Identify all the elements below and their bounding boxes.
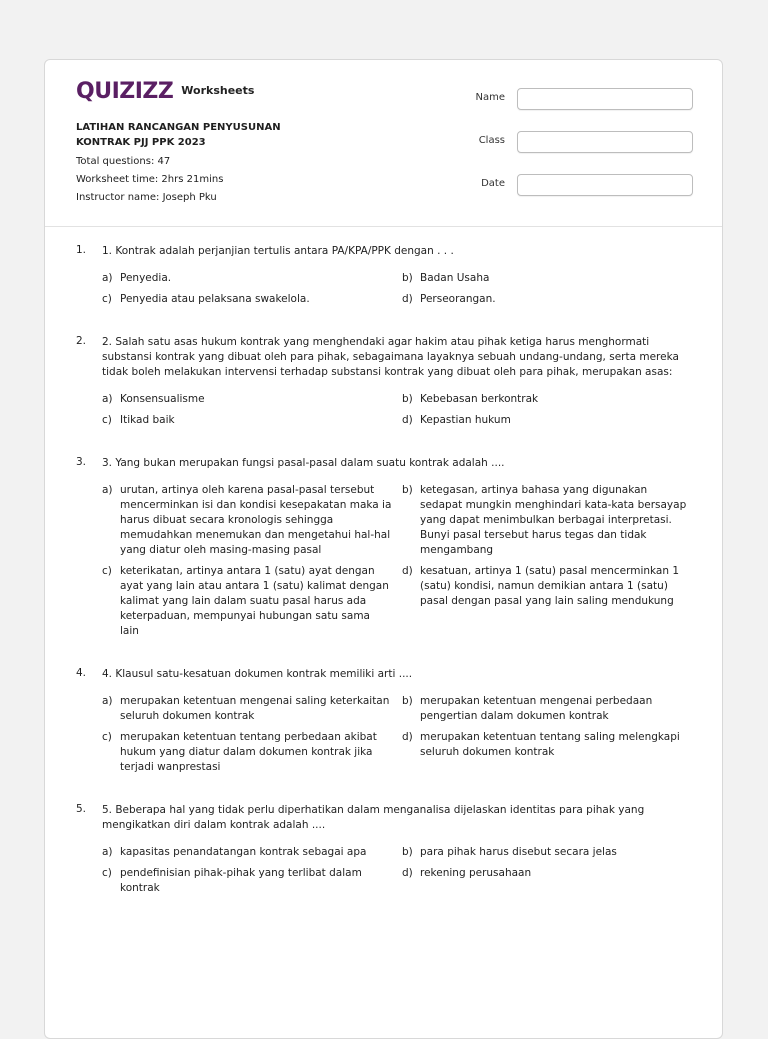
options bbox=[102, 694, 696, 775]
question-number: 4. bbox=[76, 667, 87, 679]
option-text: Perseorangan. bbox=[420, 293, 496, 305]
date-field-row bbox=[465, 174, 695, 196]
name-label: Name bbox=[475, 92, 505, 103]
option-letter: d) bbox=[402, 731, 413, 743]
option-c[interactable] bbox=[102, 292, 402, 307]
date-label: Date bbox=[481, 178, 505, 189]
option-letter: c) bbox=[102, 867, 112, 879]
logo-subtitle: Worksheets bbox=[181, 83, 255, 97]
quizizz-logo bbox=[76, 80, 254, 104]
total-questions: Total questions: 47 bbox=[76, 156, 171, 167]
name-input[interactable] bbox=[517, 88, 693, 110]
option-text: pendefinisian pihak-pihak yang terlibat dalam kontrak bbox=[120, 867, 362, 894]
option-text: merupakan ketentuan mengenai perbedaan pengertian dalam dokumen kontrak bbox=[420, 695, 653, 722]
question-text: 4. Klausul satu-kesatuan dokumen kontrak memiliki arti .... bbox=[102, 668, 413, 680]
question-number: 2. bbox=[76, 335, 87, 347]
option-letter: d) bbox=[402, 293, 413, 305]
option-text: kapasitas penandatangan kontrak sebagai apa bbox=[120, 846, 367, 858]
options bbox=[102, 271, 696, 307]
option-text: ketegasan, artinya bahasa yang digunakan sedapat mungkin menghindari kata-kata bersayap yang dapat menimbulkan berbagai interpretasi. Bunyi pasal tersebut harus tegas dan tidak mengambang bbox=[420, 484, 687, 556]
option-text: rekening perusahaan bbox=[420, 867, 532, 879]
option-c[interactable] bbox=[102, 413, 402, 428]
option-text: urutan, artinya oleh karena pasal-pasal tersebut mencerminkan isi dan kondisi kesepakatan maka ia harus dibuat secara kronologis sehingga memudahkan menemukan dan mengetahui hal-hal yang diatur oleh masing-masing pasal bbox=[120, 484, 392, 556]
option-d[interactable] bbox=[402, 564, 702, 639]
worksheet-meta bbox=[76, 120, 316, 207]
option-a[interactable] bbox=[102, 271, 402, 286]
option-d[interactable] bbox=[402, 730, 702, 775]
worksheet-time: Worksheet time: 2hrs 21mins bbox=[76, 174, 224, 185]
option-letter: d) bbox=[402, 414, 413, 426]
option-letter: b) bbox=[402, 484, 413, 496]
question-5 bbox=[76, 803, 696, 896]
option-a[interactable] bbox=[102, 483, 402, 558]
name-field-row bbox=[465, 88, 695, 110]
option-text: para pihak harus disebut secara jelas bbox=[420, 846, 617, 858]
option-c[interactable] bbox=[102, 730, 402, 775]
option-letter: a) bbox=[102, 846, 113, 858]
question-list bbox=[76, 244, 696, 896]
option-a[interactable] bbox=[102, 694, 402, 724]
class-label: Class bbox=[478, 135, 505, 146]
option-text: merupakan ketentuan tentang saling melengkapi seluruh dokumen kontrak bbox=[420, 731, 680, 758]
option-text: keterikatan, artinya antara 1 (satu) ayat dengan ayat yang lain atau antara 1 (satu) kalimat dengan kalimat yang lain dalam suatu pasal harus ada keterpaduan, mempunyai hubungan satu sama lain bbox=[120, 565, 389, 637]
option-a[interactable] bbox=[102, 845, 402, 860]
option-letter: c) bbox=[102, 565, 112, 577]
option-letter: a) bbox=[102, 695, 113, 707]
option-b[interactable] bbox=[402, 392, 702, 407]
instructor-name: Instructor name: Joseph Pku bbox=[76, 192, 217, 203]
option-letter: a) bbox=[102, 484, 113, 496]
option-d[interactable] bbox=[402, 292, 702, 307]
option-text: Konsensualisme bbox=[120, 393, 205, 405]
option-b[interactable] bbox=[402, 694, 702, 724]
worksheet-page bbox=[44, 59, 723, 1039]
option-letter: c) bbox=[102, 731, 112, 743]
option-letter: a) bbox=[102, 393, 113, 405]
date-input[interactable] bbox=[517, 174, 693, 196]
option-text: Badan Usaha bbox=[420, 272, 490, 284]
option-c[interactable] bbox=[102, 866, 402, 896]
option-letter: d) bbox=[402, 565, 413, 577]
class-field-row bbox=[465, 131, 695, 153]
option-d[interactable] bbox=[402, 413, 702, 428]
option-b[interactable] bbox=[402, 483, 702, 558]
question-text: 2. Salah satu asas hukum kontrak yang menghendaki agar hakim atau pihak ketiga harus menghormati substansi kontrak yang dibuat oleh para pihak, sebagaimana layaknya sebuah undang-undang, serta mereka tidak boleh melakukan intervensi terhadap substansi kontrak yang dibuat oleh para pihak, merupakan asas: bbox=[102, 336, 679, 378]
option-letter: a) bbox=[102, 272, 113, 284]
option-c[interactable] bbox=[102, 564, 402, 639]
question-text: 5. Beberapa hal yang tidak perlu diperhatikan dalam menganalisa dijelaskan identitas para pihak yang mengikatkan diri dalam kontrak adalah .... bbox=[102, 804, 645, 831]
option-d[interactable] bbox=[402, 866, 702, 896]
option-text: Kebebasan berkontrak bbox=[420, 393, 539, 405]
option-letter: c) bbox=[102, 293, 112, 305]
question-3 bbox=[76, 456, 696, 639]
option-text: merupakan ketentuan mengenai saling keterkaitan seluruh dokumen kontrak bbox=[120, 695, 390, 722]
option-text: Penyedia atau pelaksana swakelola. bbox=[120, 293, 310, 305]
option-letter: d) bbox=[402, 867, 413, 879]
question-4 bbox=[76, 667, 696, 775]
question-text: 1. Kontrak adalah perjanjian tertulis antara PA/KPA/PPK dengan . . . bbox=[102, 245, 454, 257]
option-letter: c) bbox=[102, 414, 112, 426]
option-letter: b) bbox=[402, 695, 413, 707]
option-b[interactable] bbox=[402, 845, 702, 860]
option-text: Kepastian hukum bbox=[420, 414, 511, 426]
option-b[interactable] bbox=[402, 271, 702, 286]
question-2 bbox=[76, 335, 696, 428]
option-letter: b) bbox=[402, 272, 413, 284]
option-letter: b) bbox=[402, 393, 413, 405]
question-number: 3. bbox=[76, 456, 87, 468]
option-text: Penyedia. bbox=[120, 272, 172, 284]
question-text: 3. Yang bukan merupakan fungsi pasal-pasal dalam suatu kontrak adalah .... bbox=[102, 457, 505, 469]
logo-wordmark: QUIZIZZ bbox=[76, 79, 174, 104]
options bbox=[102, 845, 696, 896]
option-text: merupakan ketentuan tentang perbedaan akibat hukum yang diatur dalam dokumen kontrak jika terjadi wanprestasi bbox=[120, 731, 377, 773]
option-letter: b) bbox=[402, 846, 413, 858]
question-1 bbox=[76, 244, 696, 307]
question-number: 1. bbox=[76, 244, 87, 256]
worksheet-header bbox=[45, 60, 722, 227]
option-text: kesatuan, artinya 1 (satu) pasal mencerminkan 1 (satu) kondisi, namun demikian antara 1 (satu) pasal dengan pasal yang lain saling mendukung bbox=[420, 565, 680, 607]
class-input[interactable] bbox=[517, 131, 693, 153]
options bbox=[102, 392, 696, 428]
option-text: Itikad baik bbox=[120, 414, 175, 426]
options bbox=[102, 483, 696, 639]
question-number: 5. bbox=[76, 803, 87, 815]
worksheet-title: LATIHAN RANCANGAN PENYUSUNAN KONTRAK PJJ PPK 2023 bbox=[76, 122, 281, 148]
option-a[interactable] bbox=[102, 392, 402, 407]
